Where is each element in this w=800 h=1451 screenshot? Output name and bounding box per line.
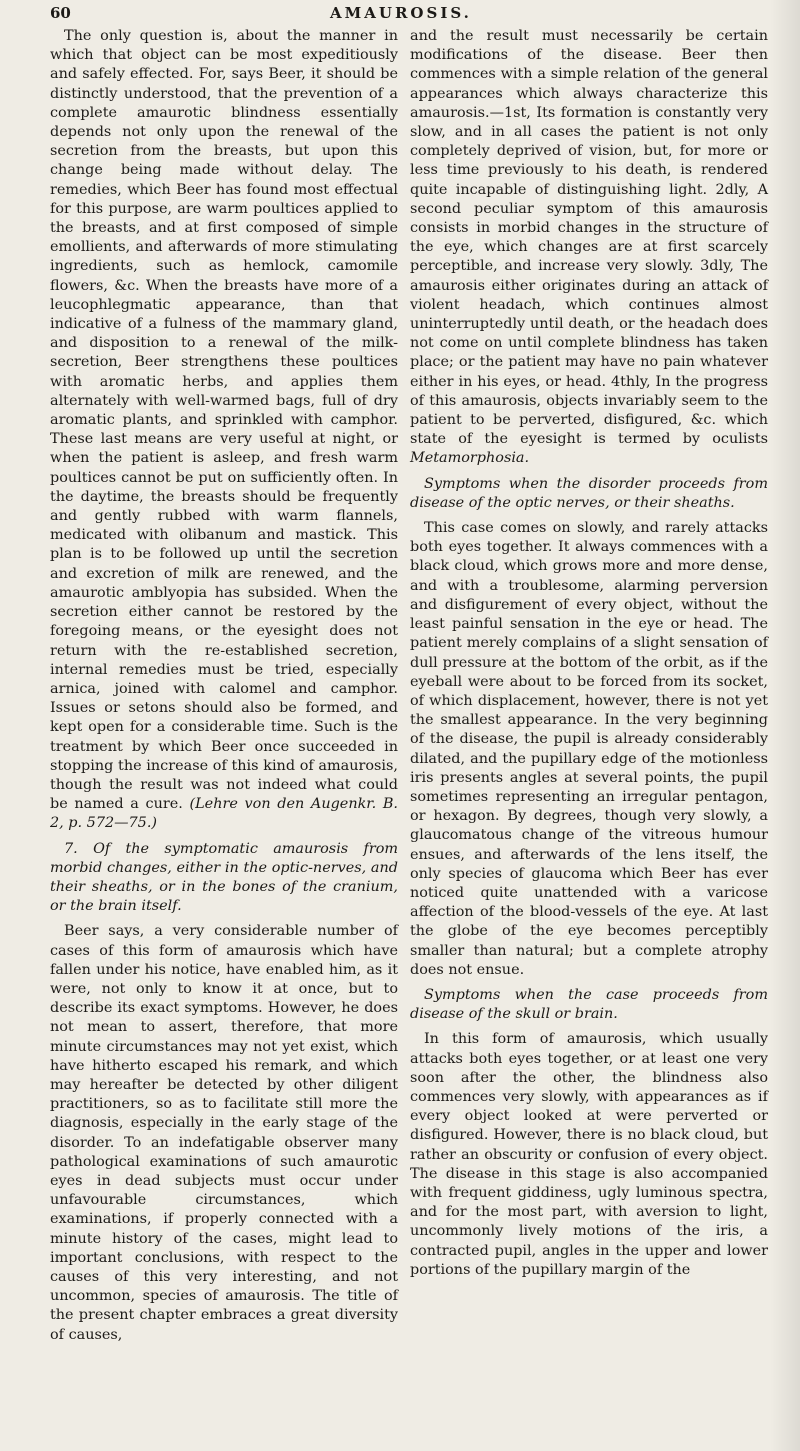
paragraph [50,27,398,834]
running-title: AMAUROSIS. [330,4,472,22]
section-number: 7. [64,840,78,857]
paragraph-text: and the result must necessarily be certain modifications of the disease. Beer then commences with a simple relation of the general appearances which always characterize this amaurosis.—1st, Its formation is constantly very slow, and in all cases the patient is not only completely deprived of vision, but, for more or less time previously to his death, is rendered quite incapable of distinguishing light. 2dly, A second peculiar symptom of this amaurosis consists in morbid changes in the structure of the eye, which changes are at first scarcely perceptible, and increase very slowly. 3dly, The amaurosis either originates during an attack of violent headach, which continues almost uninterruptedly until death, or the headach does not come on until complete blindness has taken place; or the patient may have no pain whatever either in his eyes, or head. 4thly, In the progress of this amaurosis, objects invariably seem to the patient to be perverted, disfigured, &c. which state of the eyesight is termed by oculists [410,28,768,448]
section-heading [50,840,398,917]
right-column [410,27,768,1286]
term: Metamorphosia. [410,450,530,467]
left-column [50,27,398,1351]
subsection-heading: Symptoms when the disorder proceeds from disease of the optic nerves, or their sheaths. [410,475,768,511]
paragraph-text: The only question is, about the manner in which that object can be most expeditiously and safely effected. For, says Beer, it should be distinctly understood, that the prevention of a complete amaurotic blindness essentially depends not only upon the renewal of the secretion from the breasts, but upon this change being made without delay. The remedies, which Beer has found most effectual for this purpose, are warm poultices applied to the breasts, and at first composed of simple emollients, and afterwards of more stimulating ingredients, such as hemlock, camomile flowers, &c. When the breasts have more of a leucophlegmatic appearance, than that indicative of a fulness of the mammary gland, and disposition to a renewal of the milk-secretion, Beer strengthens these poultices with aromatic herbs, and applies them alternately with well-warmed bags, full of dry aromatic plants, and sprinkled with camphor. These last means are very useful at night, or when the patient is asleep, and fresh warm poultices cannot be put on sufficiently often. In the daytime, the breasts should be frequently and gently rubbed with warm flannels, medicated with olibanum and mastick. This plan is to be followed up until the secretion and excretion of milk are renewed, and the amaurotic amblyopia has subsided. When the secretion either cannot be restored by the foregoing means, or the eyesight does not return with the re-established secretion, internal remedies must be tried, especially arnica, joined with calomel and camphor. Issues or setons should also be formed, and kept open for a considerable time. Such is the treatment by which Beer once succeeded in stopping the increase of this kind of amaurosis, though the result was not indeed what could be named a cure. [50,28,398,813]
page-number: 60 [50,4,71,22]
running-head [0,4,800,26]
subsection-heading: Symptoms when the case proceeds from disease of the skull or brain. [410,986,768,1023]
paragraph: This case comes on slowly, and rarely attacks both eyes together. It always commences with a black cloud, which grows more and more dense, and with a troublesome, alarming perversion and disfigurement of every object, without the least painful sensation in the eye or head. The patient merely complains of a slight sensation of dull pressure at the bottom of the orbit, as if the eyeball were about to be forced from its socket, of which displacement, however, there is not yet the smallest appearance. In the very beginning of the disease, the pupil is already considerably dilated, and the pupillary edge of the motionless iris presents angles at several points, the pupil sometimes representing an irregular pentagon, or hexagon. By degrees, though very slowly, a glaucomatous change of the vitreous humour ensues, and afterwards of the lens itself, the only species of glaucoma which Beer has ever noticed quite unattended with a varicose affection of the blood-vessels of the eye. At last the globe of the eye becomes perceptibly smaller than natural; but a complete atrophy does not ensue. [410,520,768,978]
citation: (Lehre von den Augenkr. B. 2, p. 572—75.) [50,796,398,832]
section-title: Of the symptomatic amaurosis from morbid changes, either in the optic-nerves, and their sheaths, or in the bones of the cranium, or the brain itself. [50,840,399,915]
paragraph: In this form of amaurosis, which usually attacks both eyes together, or at least one very soon after the other, the blindness also commences very slowly, with appearances as if every object looked at were perverted or disfigured. However, there is no black cloud, but rather an obscurity or confusion of every object. The disease in this stage is also accompanied with frequent giddiness, ugly luminous spectra, and for the most part, with aversion to light, uncommonly lively motions of the iris, a contracted pupil, angles in the upper and lower portions of the pupillary margin of the [410,1031,768,1278]
page-edge-shadow [770,0,800,1451]
paragraph: Beer says, a very considerable number of cases of this form of amaurosis which have fallen under his notice, have enabled him, as it were, not only to know it at once, but to describe its exact symptoms. However, he does not mean to assert, therefore, that more minute circumstances may not yet exist, which have hitherto escaped his remark, and which may hereafter be detected by other diligent practitioners, so as to facilitate still more the diagnosis, especially in the early stage of the disorder. To an indefatigable observer many pathological examinations of such amaurotic eyes in dead subjects must occur under unfavourable circumstances, which examinations, if properly connected with a minute history of the cases, might lead to important conclusions, with respect to the causes of this very interesting, and not uncommon, species of amaurosis. The title of the present chapter embraces a great diversity of causes, [50,923,398,1343]
paragraph [410,27,768,469]
